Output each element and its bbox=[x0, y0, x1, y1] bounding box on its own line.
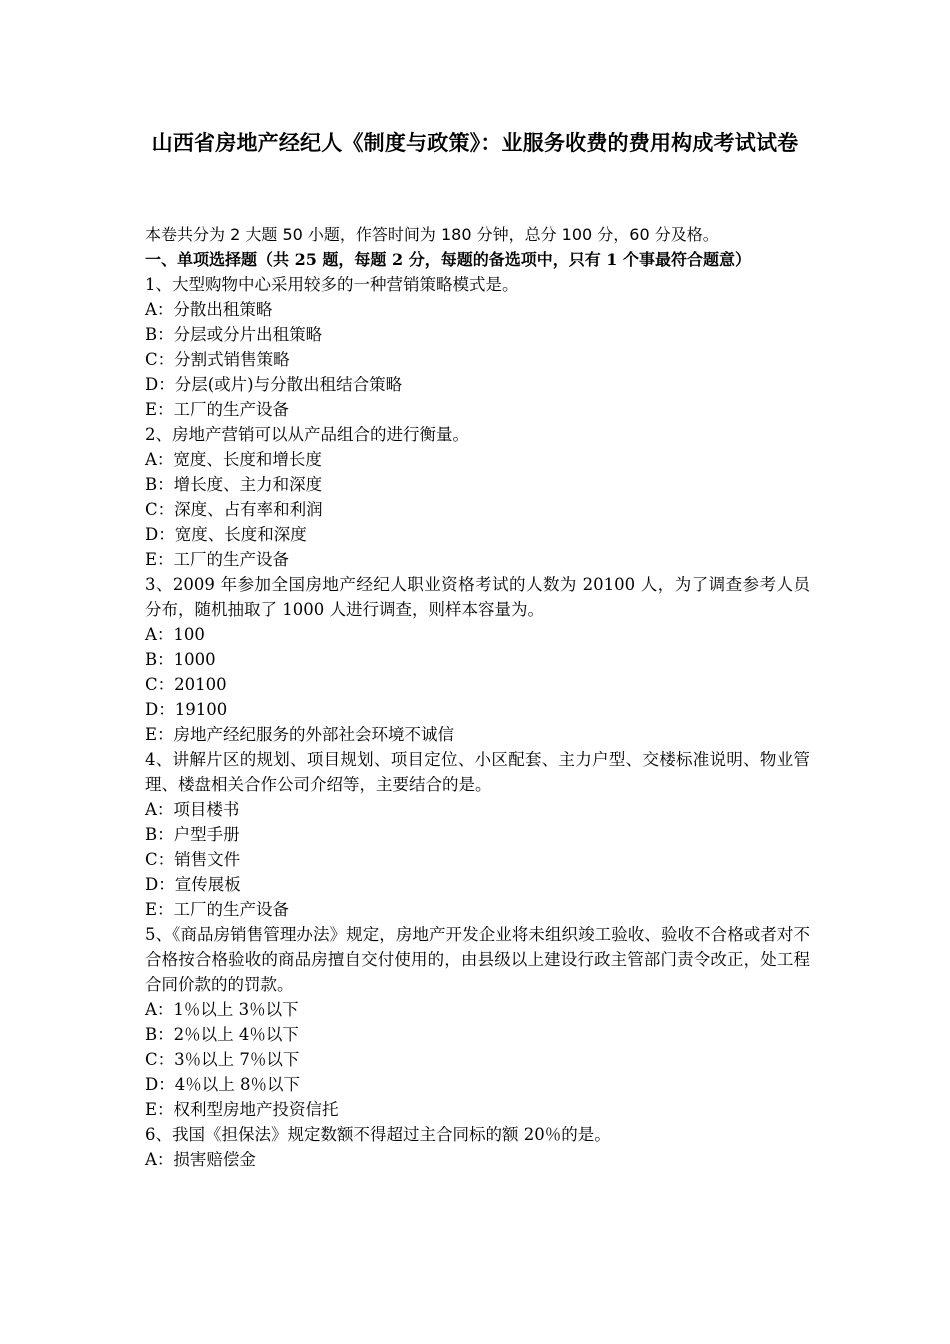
option-item bbox=[145, 622, 810, 647]
section-one: 1 bbox=[606, 250, 618, 269]
section-question-count: 25 bbox=[294, 250, 317, 269]
option-letter: A： bbox=[145, 300, 174, 319]
option-letter: E： bbox=[145, 725, 174, 744]
section-heading-mid2: 分，每题的备选项中，只有 bbox=[403, 250, 607, 269]
option-text: 4％以上 8％以下 bbox=[174, 1075, 300, 1094]
option-item bbox=[145, 497, 810, 522]
option-item bbox=[145, 647, 810, 672]
option-text: 增长度、主力和深度 bbox=[173, 475, 323, 494]
option-letter: D： bbox=[145, 700, 175, 719]
option-item bbox=[145, 347, 810, 372]
option-letter: E： bbox=[145, 400, 174, 419]
option-item bbox=[145, 797, 810, 822]
option-text: 户型手册 bbox=[173, 825, 240, 844]
option-letter: C： bbox=[145, 350, 175, 369]
option-letter: D： bbox=[145, 875, 175, 894]
option-item bbox=[145, 1022, 810, 1047]
question-stem: 6、我国《担保法》规定数额不得超过主合同标的额 20％的是。 bbox=[145, 1125, 611, 1144]
question-stem: 2、房地产营销可以从产品组合的进行衡量。 bbox=[145, 425, 469, 444]
option-letter: A： bbox=[145, 625, 174, 644]
option-letter: A： bbox=[145, 450, 174, 469]
option-text: 工厂的生产设备 bbox=[173, 400, 290, 419]
section-heading bbox=[145, 247, 810, 272]
question-stem: 1、大型购物中心采用较多的一种营销策略模式是。 bbox=[145, 275, 519, 294]
option-text: 2％以上 4％以下 bbox=[173, 1025, 299, 1044]
question-stem: 5、《商品房销售管理办法》规定，房地产开发企业将未组织竣工验收、验收不合格或者对不合格按合格验收的商品房擅自交付使用的，由县级以上建设行政主管部门责令改正，处工程合同价款的的罚款。 bbox=[145, 925, 810, 994]
question-stem: 3、2009 年参加全国房地产经纪人职业资格考试的人数为 20100 人，为了调查参考人员分布，随机抽取了 1000 人进行调查，则样本容量为。 bbox=[145, 575, 810, 619]
option-letter: B： bbox=[145, 1025, 174, 1044]
option-item bbox=[145, 1072, 810, 1097]
option-item bbox=[145, 447, 810, 472]
option-letter: B： bbox=[145, 325, 174, 344]
option-item bbox=[145, 822, 810, 847]
option-item bbox=[145, 397, 810, 422]
option-item bbox=[145, 672, 810, 697]
option-text: 宣传展板 bbox=[174, 875, 241, 894]
section-heading-prefix: 一、单项选择题（共 bbox=[145, 250, 295, 269]
option-item bbox=[145, 847, 810, 872]
option-item bbox=[145, 547, 810, 572]
option-text: 19100 bbox=[174, 700, 228, 719]
option-text: 分层(或片)与分散出租结合策略 bbox=[174, 375, 403, 394]
question-stem: 4、讲解片区的规划、项目规划、项目定位、小区配套、主力户型、交楼标准说明、物业管理、楼盘相关合作公司介绍等，主要结合的是。 bbox=[145, 750, 810, 794]
option-letter: D： bbox=[145, 525, 175, 544]
section-heading-mid1: 题，每题 bbox=[316, 250, 392, 269]
option-text: 房地产经纪服务的外部社会环境不诚信 bbox=[173, 725, 455, 744]
option-text: 宽度、长度和增长度 bbox=[173, 450, 322, 469]
option-letter: D： bbox=[145, 1075, 175, 1094]
option-item bbox=[145, 1047, 810, 1072]
option-letter: A： bbox=[145, 1150, 174, 1169]
option-item bbox=[145, 297, 810, 322]
option-letter: A： bbox=[145, 800, 174, 819]
option-item bbox=[145, 997, 810, 1022]
document-body bbox=[145, 222, 810, 1172]
option-item bbox=[145, 1097, 810, 1122]
option-item bbox=[145, 697, 810, 722]
option-item bbox=[145, 372, 810, 397]
option-text: 3％以上 7％以下 bbox=[174, 1050, 300, 1069]
option-text: 宽度、长度和深度 bbox=[174, 525, 307, 544]
exam-intro: 本卷共分为 2 大题 50 小题，作答时间为 180 分钟，总分 100 分，60 分及格。 bbox=[145, 225, 719, 244]
option-letter: B： bbox=[145, 825, 174, 844]
option-letter: C： bbox=[145, 850, 175, 869]
option-letter: A： bbox=[145, 1000, 174, 1019]
option-text: 项目楼书 bbox=[173, 800, 240, 819]
option-text: 20100 bbox=[174, 675, 227, 694]
option-text: 分层或分片出租策略 bbox=[173, 325, 323, 344]
option-item bbox=[145, 522, 810, 547]
option-item bbox=[145, 472, 810, 497]
option-letter: E： bbox=[145, 1100, 174, 1119]
section-heading-suffix: 个事最符合题意） bbox=[617, 250, 752, 269]
option-letter: E： bbox=[145, 900, 174, 919]
option-text: 分散出租策略 bbox=[173, 300, 273, 319]
option-text: 1％以上 3％以下 bbox=[173, 1000, 299, 1019]
option-text: 100 bbox=[173, 625, 205, 644]
option-text: 损害赔偿金 bbox=[173, 1150, 256, 1169]
option-text: 分割式销售策略 bbox=[174, 350, 290, 369]
option-text: 工厂的生产设备 bbox=[173, 550, 290, 569]
option-letter: B： bbox=[145, 650, 174, 669]
option-item bbox=[145, 722, 810, 747]
option-text: 权利型房地产投资信托 bbox=[173, 1100, 339, 1119]
option-text: 1000 bbox=[173, 650, 216, 669]
document-title: 山西省房地产经纪人《制度与政策》：业服务收费的费用构成考试试卷 bbox=[151, 131, 799, 155]
option-item bbox=[145, 322, 810, 347]
option-item bbox=[145, 872, 810, 897]
option-letter: D： bbox=[145, 375, 175, 394]
option-letter: C： bbox=[145, 675, 175, 694]
option-letter: B： bbox=[145, 475, 174, 494]
option-text: 深度、占有率和利润 bbox=[174, 500, 323, 519]
section-points: 2 bbox=[392, 250, 404, 269]
option-item bbox=[145, 897, 810, 922]
option-letter: C： bbox=[145, 500, 175, 519]
option-item bbox=[145, 1147, 810, 1172]
option-letter: E： bbox=[145, 550, 174, 569]
option-text: 销售文件 bbox=[174, 850, 241, 869]
option-letter: C： bbox=[145, 1050, 175, 1069]
option-text: 工厂的生产设备 bbox=[173, 900, 290, 919]
